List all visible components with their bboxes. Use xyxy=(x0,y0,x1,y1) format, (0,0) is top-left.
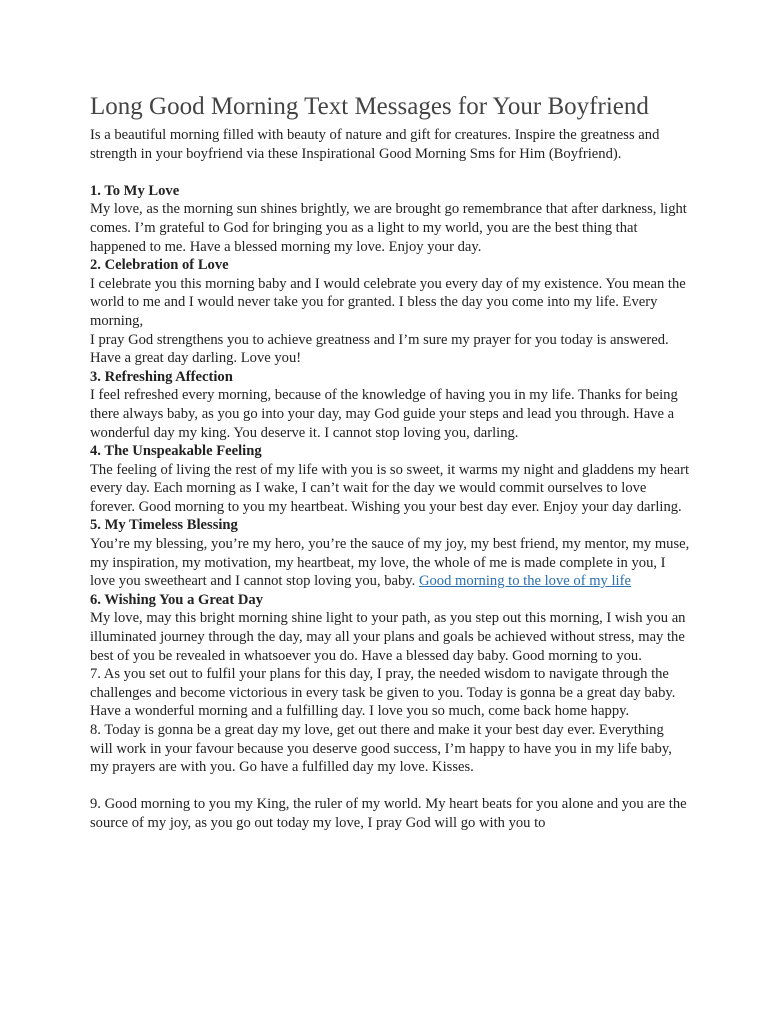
paragraph-spacer xyxy=(90,777,690,796)
good-morning-link[interactable]: Good morning to the love of my life xyxy=(418,573,631,590)
section-1-heading: 1. To My Love xyxy=(90,182,180,199)
section-6-heading: 6. Wishing You a Great Day xyxy=(90,591,263,608)
section-5-body-wrapper xyxy=(90,535,690,591)
section-5-heading: 5. My Timeless Blessing xyxy=(90,517,238,534)
section-2-body-1: I celebrate you this morning baby and I would celebrate you every day of my existence. You mean the world to me and I would never take you for granted. I bless the day you come into my life. Every morning, xyxy=(90,275,686,329)
section-2-body-2: I pray God strengthens you to achieve greatness and I’m sure my prayer for you today is answered. Have a great day darling. Love you! xyxy=(90,331,669,367)
page-title: Long Good Morning Text Messages for Your Boyfriend xyxy=(90,93,649,120)
section-4-body: The feeling of living the rest of my life with you is so sweet, it warms my night and gladdens my heart every day. Each morning as I wake, I can’t wait for the day we would commit ourselves to love forever. Good morning to you my heartbeat. Wishing you your best day ever. Enjoy your day darling. xyxy=(90,461,690,515)
section-5-body: You’re my blessing, you’re my hero, you’re the sauce of my joy, my best friend, my mentor, my muse, my inspiration, my motivation, my heartbeat, my love, the whole of me is made complete in you, I love you sweetheart and I cannot stop loving you, baby. xyxy=(90,536,690,590)
section-2-heading: 2. Celebration of Love xyxy=(90,257,229,274)
section-4-heading: 4. The Unspeakable Feeling xyxy=(90,443,262,460)
paragraph-8: 8. Today is gonna be a great day my love, get out there and make it your best day ever. Everything will work in your favour because you deserve good success, I’m happy to have you in my life baby, my prayers are with you. Go have a fulfilled day my love. Kisses. xyxy=(90,722,672,776)
section-3-body: I feel refreshed every morning, because of the knowledge of having you in my life. Thanks for being there always baby, as you go into your day, may God guide your steps and lead you through. Have a wonderful day my king. You deserve it. I cannot stop loving you, darling. xyxy=(90,387,678,441)
paragraph-9: 9. Good morning to you my King, the ruler of my world. My heart beats for you alone and you are the source of my joy, as you go out today my love, I pray God will go with you to xyxy=(90,796,687,831)
paragraph-7: 7. As you set out to fulfil your plans for this day, I pray, the needed wisdom to navigate through the challenges and become victorious in every task be given to you. Today is gonna be a great day baby. Have a wonderful morning and a fulfilling day. I love you so much, come back home happy. xyxy=(90,666,676,720)
section-6-body: My love, may this bright morning shine light to your path, as you step out this morning, I wish you an illuminated journey through the day, may all your plans and goals be achieved without stress, may the best of you be revealed in whatsoever you do. Have a blessed day baby. Good morning to you. xyxy=(90,610,686,664)
section-3-heading: 3. Refreshing Affection xyxy=(90,368,233,385)
document-page xyxy=(90,90,690,833)
section-1-body: My love, as the morning sun shines brightly, we are brought go remembrance that after darkness, light comes. I’m grateful to God for bringing you as a light to my world, you are the best thing that happened to me. Have a blessed morning my love. Enjoy your day. xyxy=(90,201,687,255)
intro-paragraph: Is a beautiful morning filled with beauty of nature and gift for creatures. Inspire the greatness and strength in your boyfriend via these Inspirational Good Morning Sms for Him (Boyfriend). xyxy=(90,127,660,162)
